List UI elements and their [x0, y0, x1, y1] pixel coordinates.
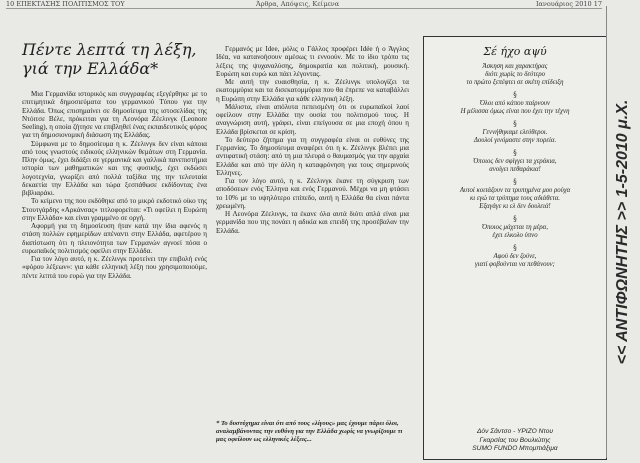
header-right: Ιανουάριος 2010 17: [535, 0, 602, 8]
margin-divider: [606, 6, 607, 458]
signature-line: Δόν Σάντσο - ΥΡΙΖΟ Ντου: [476, 428, 554, 436]
poem-stanza: [430, 129, 600, 145]
poem-line: Αυτοί κοιτάζουν τα τρυπημένα μου ρούχα: [459, 187, 571, 194]
paragraph: Για τον λόγο αυτό, η κ. Ζέελινγκ προτείνει την επιβολή ενός «φόρου λέξεων»: για κάθε ελληνική λέξη που χρησιμοποιούμε, πέντε λεπτά του ευρώ για την Ελλάδα.: [22, 255, 207, 280]
poem-line: Η μέλισσα όμως είναι που έχει την τέχνη: [460, 108, 570, 115]
poem-signature: [428, 428, 602, 453]
poem-line: το πρώτο ξεπέφτει σε σκέτη επίδειξη: [466, 79, 564, 86]
poem-stanza: [430, 100, 600, 116]
header-center: Άρθρα, Απόψεις, Κείμενα: [256, 0, 340, 8]
paragraph: Μάλιστα, είναι απόλυτα πεπεισμένη ότι οι ευρωπαϊκοί λαοί οφείλουν στην Ελλάδα την ουσία του πολιτισμού τους. Η αναγνώριση αυτή, γράφει, είναι επείγουσα σε μια εποχή όπου η Ελλάδα βρίσκεται σε κρίση.: [216, 102, 409, 136]
poem-stanza: [430, 253, 600, 269]
poem-stanza: [430, 158, 600, 174]
section-mark: §: [513, 149, 517, 157]
section-mark: §: [513, 91, 517, 99]
paragraph: Η Λεονόρα Ζέελινγκ, τα έκανε όλα αυτά διότι απλά είναι μια γερμανίδα που της πονάει η αδικία και επειδή της προσέβαλαν την Ελλάδα.: [216, 210, 409, 235]
poem-line: ανοίγει πεθαράκια!: [489, 166, 541, 173]
poem-line: Άσκηση και χαρακτήρας: [482, 63, 548, 70]
title-line-1: Πέντε λεπτά τη λέξη,: [22, 40, 197, 59]
section-mark: §: [513, 244, 517, 252]
poem-line: έχει ελκολο ύπνο: [492, 232, 538, 239]
paragraph: Το δεύτερο ζήτημα για τη συγγραφέα είναι οι ευθύνες της Γερμανίας. Το δημοσίευμα αναφέρει ότι η κ. Ζέελινγκ βλέπει μια αντιφατική στάση: από τη μια πλευρά ο θαυμασμός για την αρχαία Ελλάδα και από την άλλη η καταφρόνηση για τους σημερινούς Έλληνες.: [216, 135, 409, 177]
article-footnote: * Το δυστύχημα είναι ότι από τους «λίγους» μας έχουμε πάρει όλοι, αναλαμβάνοντας την ευθύνη για την Ελλάδα χωρίς να γνωρίζουμε τι μας οφείλουν ως ελληνικές λέξεις...: [216, 420, 403, 443]
paragraph: Γερμανός με Ιdee, μόλις ο Γάλλος προφέρει Ιdée ή ο Άγγλος Ιδέα, να κατανοήσουν αμέσως τι εννοούν. Με το ίδιο τρόπο τις λέξεις της ψυχαναλύσης, δημοκρατία και πολιτική, μουσική. Ευρώπη και ευρώ και πάει λέγοντας.: [216, 45, 409, 78]
article-column-2: [216, 45, 409, 420]
poem-line: Όλοι από κάπου παίρνουν: [479, 100, 551, 107]
paragraph: Αφορμή για τη δημοσίευση ήταν κατά την ίδια αφενός η στάση πολλών εφημερίδων απέναντι στην Ελλάδα, αφετέρου η διαπίστωση ότι η πλειονότητα των Γερμανών αγνοεί πόσα ο ευρωπαϊκός πολιτισμός οφείλει στην Ελλάδα.: [22, 222, 207, 255]
poem-stanza: [430, 224, 600, 240]
paragraph: Σύμφωνα με το δημοσίευμα η κ. Ζέελινγκ δεν είναι κάποια από τους γνωστούς ειδικούς ελληνικών θεμάτων στη Γερμανία. Πλην όμως, έχει διδάξει σε γερμανικά και γαλλικά πανεπιστήμια ιστορία των μαθηματικών και της φυσικής, έχει εκδώσει λογοτεχνία, γνωρίζει από πολλά ταξίδια της την τελευταία δεκαετία την Ελλάδα και τώρα ξεσπάθωσε εκδίδοντας ένα βιβλιαράκι.: [22, 139, 207, 197]
poem-line: Όποιος δεν σφίγγει τα χεράκια,: [473, 158, 557, 165]
paragraph: Μια Γερμανίδα ιστορικός και συγγραφέας εξεγέρθηκε με το επιτιμητικά δημοσιεύματα του γερμανικού Τύπου για την Ελλάδα. Όπως επισημαίνει σε δημοσίευμα της ιστοσελίδας της Ντόιτσε Βέλε, πρόκειται για τη Λεονόρα Ζέελινγκ (Leonore Seeling), η οποία ζήτησε να επιβληθεί ένας εκπαιδευτικός φόρος για τη δημοσιονομική διάσωση της Ελλάδας.: [22, 90, 207, 140]
poem-stanza: [430, 187, 600, 211]
handwritten-text: << ΑΝΤΙΦΩΝΗΤΗΣ >> 1-5-2010 μ.Χ.: [614, 99, 631, 365]
paragraph: Με αυτή την ευαισθησία, η κ. Ζέελινγκ υπολογίζει τα εκατομμύρια και τα δισεκατομμύρια που θα έπρεπε να καταβάλλει η Ευρώπη στην Ελλάδα για κάθε ελληνική λέξη.: [216, 78, 409, 103]
paragraph: Το κείμενο της που εκδόθηκε από το μικρό εκδοτικό οίκο της Στουτγάρδης «Αρκάνσας» τιτλοφορείται: «Τι οφείλει η Ευρώπη στην Ελλάδα» και είναι γραμμένο σε οργή.: [22, 197, 207, 222]
poem-title: Σέ ήχο αψύ: [483, 45, 547, 58]
poem-line: Εξαγάγε κι ελ δεν δουλειά!: [479, 203, 551, 210]
poem-line: κι εγώ τα τρύπημα τους αδιάθετα.: [470, 195, 560, 202]
poem-line: Δουλοί γινόμαστε στην πορεία.: [473, 137, 557, 144]
paragraph: Για τον λόγο αυτό, η κ. Ζέελινγκ έκανε τη σύγκριση των αποδόσεων ενός Έλληνα και ενός Γερμανού. Μέχρι να μη φτάσει το 10% με το υψηλότερο επίπεδο, αυτή η Ελλάδα θα είναι πάντα χρεωμένη.: [216, 177, 409, 210]
article-title: [22, 40, 207, 78]
section-mark: §: [513, 178, 517, 186]
header-left: 10 ΕΠΕΚΤΑΣΗΣ ΠΟΛΙΤΙΣΜΟΣ ΤΟΥ: [6, 0, 125, 8]
signature-line: Γκαρσίας του Βουλιώτης: [479, 436, 551, 444]
poem-stanza: [430, 63, 600, 87]
running-header: [6, 0, 602, 9]
signature-line: SUMO FUNDO Μπομπιάξιμα: [472, 444, 558, 452]
poem-line: διότι χωρίς το δεύτερο: [485, 71, 545, 78]
poem-line: Όποιος μάχεται τη μέρα,: [482, 224, 548, 231]
title-line-2: γιά την Ελλάδα*: [22, 59, 159, 78]
section-mark: §: [513, 120, 517, 128]
poem-line: Αφού δεν ζούνε,: [493, 253, 537, 260]
poem-line: γιατί φοβούνται να πεθάνουν;: [475, 261, 555, 268]
handwritten-annotation: [611, 6, 635, 458]
poem-line: Γεννήθηκαμε ελεύθεροι.: [482, 129, 548, 136]
article-column-1: [22, 90, 207, 460]
section-mark: §: [513, 215, 517, 223]
poem-box: [423, 36, 607, 460]
